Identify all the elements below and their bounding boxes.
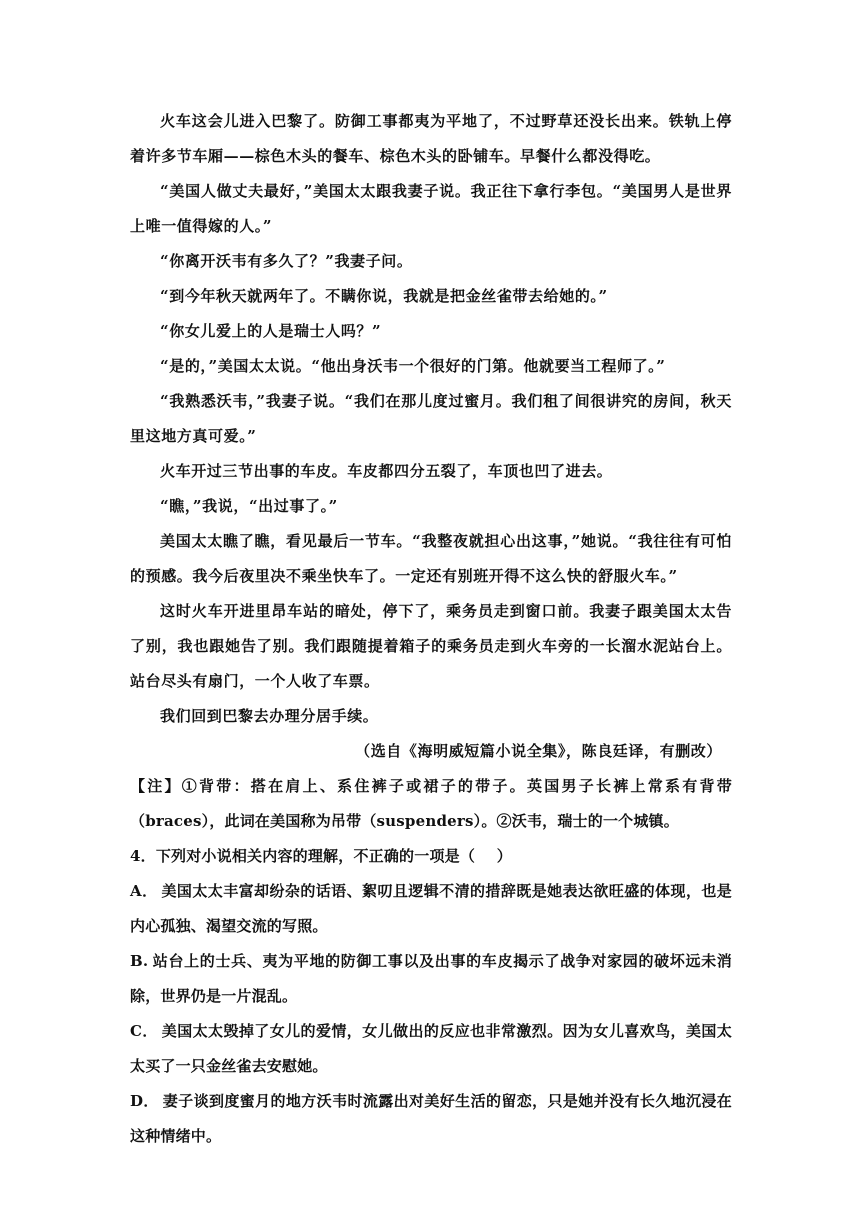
footnote: 【注】①背带：搭在肩上、系住裤子或裙子的带子。英国男子长裤上常系有背带（braces），此词在美国称为吊带（suspenders）。②沃韦，瑞士的一个城镇。 [130, 777, 732, 830]
story-paragraph-10: 美国太太瞧了瞧，看见最后一节车。“我整夜就担心出这事，”她说。“我往往有可怕的预感。我今后夜里决不乘坐快车了。一定还有别班开得不这么快的舒服火车。” [130, 532, 732, 585]
option-c [130, 1014, 732, 1084]
option-a-text: 美国太太丰富却纷杂的话语、絮叨且逻辑不清的措辞既是她表达欲旺盛的体现，也是内心孤独、渴望交流的写照。 [130, 882, 733, 935]
question-stem-text: 4．下列对小说相关内容的理解，不正确的一项是（ [130, 847, 476, 865]
option-c-text: 美国太太毁掉了女儿的爱情，女儿做出的反应也非常激烈。因为女儿喜欢鸟，美国太太买了一只金丝雀去安慰她。 [130, 1022, 733, 1075]
story-paragraph-5: “你女儿爱上的人是瑞士人吗？” [160, 322, 382, 340]
story-paragraph-1: 火车这会儿进入巴黎了。防御工事都夷为平地了，不过野草还没长出来。铁轨上停着许多节车厢——棕色木头的餐车、棕色木头的卧铺车。早餐什么都没得吃。 [130, 112, 732, 165]
story-paragraph-11: 这时火车开进里昂车站的暗处，停下了，乘务员走到窗口前。我妻子跟美国太太告了别，我也跟她告了别。我们跟随提着箱子的乘务员走到火车旁的一长溜水泥站台上。站台尽头有扇门，一个人收了车票。 [130, 602, 732, 690]
option-b [130, 944, 732, 1014]
story-paragraph-9: “瞧，”我说，“出过事了。” [160, 497, 338, 515]
story-paragraph-7: “我熟悉沃韦，”我妻子说。“我们在那儿度过蜜月。我们租了间很讲究的房间，秋天里这地方真可爱。” [130, 392, 732, 445]
story-paragraph-6: “是的，”美国太太说。“他出身沃韦一个很好的门第。他就要当工程师了。” [160, 357, 666, 375]
question-stem-end: ） [496, 847, 512, 865]
story-paragraph-2: “美国人做丈夫最好，”美国太太跟我妻子说。我正往下拿行李包。“美国男人是世界上唯一值得嫁的人。” [130, 182, 732, 235]
option-a-label: A． [130, 882, 158, 900]
option-d [130, 1084, 732, 1154]
source-citation: （选自《海明威短篇小说全集》，陈良廷译，有删改） [355, 742, 722, 760]
option-b-text: 站台上的士兵、夷为平地的防御工事以及出事的车皮揭示了战争对家园的破坏远未消除，世界仍是一片混乱。 [130, 952, 732, 1005]
story-paragraph-8: 火车开过三节出事的车皮。车皮都四分五裂了，车顶也凹了进去。 [160, 462, 613, 480]
document-page [130, 104, 732, 1154]
option-b-label: B. [130, 952, 149, 970]
option-d-text: 妻子谈到度蜜月的地方沃韦时流露出对美好生活的留恋，只是她并没有长久地沉浸在这种情绪中。 [130, 1092, 732, 1145]
story-paragraph-3: “你离开沃韦有多久了？”我妻子问。 [160, 252, 413, 270]
story-paragraph-4: “到今年秋天就两年了。不瞒你说，我就是把金丝雀带去给她的。” [160, 287, 608, 305]
story-paragraph-12: 我们回到巴黎去办理分居手续。 [160, 707, 379, 725]
option-a [130, 874, 732, 944]
question-stem [130, 839, 732, 874]
option-d-label: D． [130, 1092, 159, 1110]
option-c-label: C． [130, 1022, 158, 1040]
answer-blank [475, 847, 497, 865]
